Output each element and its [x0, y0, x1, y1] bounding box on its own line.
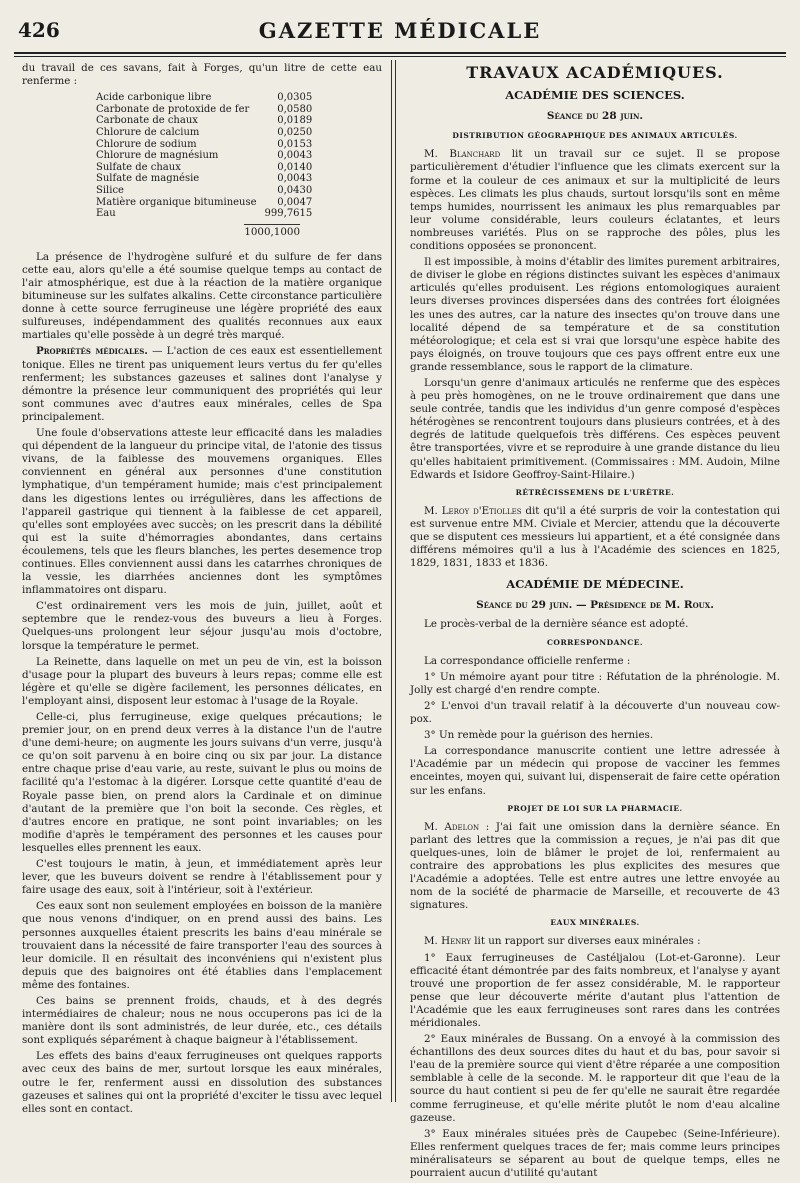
analysis-row [92, 208, 316, 220]
page-number: 426 [18, 18, 60, 42]
paragraph: 2° L'envoi d'un travail relatif à la découverte d'un nouveau cow-pox. [410, 699, 780, 726]
subheading: CORRESPONDANCE. [546, 637, 644, 647]
paragraph: Une foule d'observations atteste leur efficacité dans les maladies qui dépendent de la langueur du principe vital, de l'atonie des tissus vivans, de la faiblesse des mouvemens organiques. Elles conviennent en général aux personnes d'une constitution lymphatique, d'un tempérament humide; mais c'est principalement dans les digestions lentes ou irrégulières, dans les affections de l'appareil gastrique qui tiennent à la faiblesse de cet appareil, qu'elles sont employées avec succès; on les prescrit dans la débilité qui est la suite d'hémorragies abondantes, dans certains écoulemens, tels que les fleurs blanches, les pertes desemence trop continues. Elles conviennent aussi dans les catarrhes chroniques de la vessie, les diarrhées anciennes dont les symptômes inflammatoires ont disparu. [22, 427, 382, 597]
analysis-value: 0,0047 [277, 196, 313, 208]
analysis-substance: Chlorure de magnésium [96, 150, 219, 162]
paragraph: La correspondance manuscrite contient une lettre adressée à l'Académie par un médecin qui propose de vacciner les femmes enceintes, moyen qui, suivant lui, dispenserait de faire cette opération sur les enfans. [410, 745, 780, 797]
analysis-value: 0,0580 [277, 103, 313, 115]
analysis-value: 0,0043 [277, 150, 313, 162]
analysis-value: 0,0250 [277, 126, 313, 138]
header-rule-thin [14, 56, 786, 57]
paragraph-proprietes: Propriétés médicales. — L'action de ces eaux est essentiellement tonique. Elles ne tirent pas uniquement leurs vertus du fer qu'elles renferment; les substances gazeuses et salines dont l'analyse y démontre la présence leur communiquent des propriétés qui leur sont communes avec d'autres eaux minérales, celles de Spa principalement. [22, 345, 382, 423]
analysis-row [92, 197, 316, 209]
page-header [14, 14, 786, 44]
paragraph: Il est impossible, à moins d'établir des limites purement arbitraires, de diviser le globe en régions distinctes suivant les espèces d'animaux articulés qu'elles produisent. Les régions entomologiques auraient leurs diverses provinces dispersées dans des contrées fort éloignées les unes des autres, car la nature des insectes qu'on trouve dans une localité dépend de sa température et de sa constitution météorologique; et cela est si vrai que lorsqu'une espèce habite des pays éloignés, on trouve toujours que ces pays offrent entre eux une grande ressemblance, sous le rapport de la climature. [410, 256, 780, 373]
analysis-substance: Chlorure de sodium [96, 138, 197, 150]
analysis-row [92, 150, 316, 162]
subheading: RÉTRÉCISSEMENS DE L'URÈTRE. [515, 487, 675, 497]
paragraph: Lorsqu'un genre d'animaux articulés ne renferme que des espèces à peu près homogènes, on ne le trouve ordinairement que dans une seule contrée, tandis que les individus d'un genre composé d'espèces hétérogènes se rencontrent toujours dans plusieurs contrées, et à des degrés de latitude quelquefois très différens. Ces espèces peuvent être transportées, vivre et se reproduire à une grande distance du lieu qu'elles habitaient primitivement. (Commissaires : MM. Audoin, Milne Edwards et Isidore Geoffroy-Saint-Hilaire.) [410, 376, 780, 481]
paragraph-heading: Propriétés médicales. [36, 345, 148, 358]
subheading: DISTRIBUTION GÉOGRAPHIQUE DES ANIMAUX ARTICULÉS. [452, 131, 738, 141]
session-heading: Séance du 29 juin. — Présidence de M. Roux. [476, 599, 714, 612]
analysis-row [92, 127, 316, 139]
analysis-value: 0,0140 [277, 161, 313, 173]
paragraph: 1° Un mémoire ayant pour titre : Réfutation de la phrénologie. M. Jolly est chargé d'en rendre compte. [410, 670, 780, 696]
column-divider-thin [395, 60, 396, 1102]
analysis-substance: Sulfate de magnésie [96, 173, 200, 185]
paragraph: La correspondance officielle renferme : [424, 654, 631, 667]
paragraph: M. Adelon : J'ai fait une omission dans la dernière séance. En parlant des lettres que la commission a reçues, je n'ai pas dit que quelques-unes, loin de blâmer le projet de loi, renfermaient au contraire des approbations les plus explicites des mesures que l'Académie a adoptées. Telle est entre autres une lettre envoyée au nom de la société de pharmacie de Marseille, et recouverte de 43 signatures. [410, 820, 780, 912]
analysis-substance: Carbonate de chaux [96, 115, 198, 127]
paragraph: C'est toujours le matin, à jeun, et immédiatement après leur lever, que les buveurs doivent se rendre à l'établissement pour y faire usage des eaux, soit à l'intérieur, soit à l'extérieur. [22, 858, 382, 897]
paragraph: Les effets des bains d'eaux ferrugineuses ont quelques rapports avec ceux des bains de mer, surtout lorsque les eaux minérales, outre le fer, renferment aussi en dissolution des substances gazeuses et salines qui ont la propriété d'exciter le tissu avec lequel elles sont en contact. [22, 1050, 382, 1115]
academy-heading: ACADÉMIE DES SCIENCES. [505, 88, 685, 103]
left-column [22, 62, 382, 1119]
right-column [410, 62, 780, 1183]
analysis-value: 999,7615 [264, 208, 313, 220]
analysis-intro: du travail de ces savans, fait à Forges, qu'un litre de cette eau renferme : [22, 62, 382, 88]
paragraph: 3° Eaux minérales situées près de Caupebec (Seine-Inférieure). Elles renferment quelques traces de fer; mais comme leurs principes minéralisateurs se séparent au bout de quelque temps, elles ne pourraient aucun d'utilité qu'autant [410, 1127, 780, 1180]
analysis-substance: Chlorure de calcium [96, 126, 200, 138]
paragraph: 3° Un remède pour la guérison des hernies. [424, 729, 654, 742]
analysis-value: 0,0189 [277, 115, 313, 127]
academy-heading: ACADÉMIE DE MÉDECINE. [506, 577, 684, 592]
column-divider [391, 60, 392, 1102]
paragraph: M. Henry lit un rapport sur diverses eaux minérales : [424, 935, 701, 948]
analysis-substance: Eau [96, 208, 116, 220]
session-heading: Séance du 28 juin. [546, 110, 644, 123]
analysis-row [92, 104, 316, 116]
analysis-row [92, 92, 316, 104]
analysis-value: 0,0153 [277, 138, 313, 150]
analysis-row [92, 115, 316, 127]
subheading: EAUX MINÉRALES. [550, 918, 640, 928]
paragraph: M. Blanchard lit un travail sur ce sujet. Il se propose particulièrement d'étudier l'influence que les climats exercent sur la forme et la couleur de ces animaux et sur la multiplicité de leurs espèces. Les climats les plus chauds, surtout lorsqu'ils sont en même temps humides, nourrissent les animaux les plus remarquables par leur volume considérable, leurs couleurs éclatantes, et leurs nombreuses variétés. Plus on se rapproche des pôles, plus les conditions opposées se prononcent. [410, 148, 780, 253]
analysis-row [92, 162, 316, 174]
paragraph: 2° Eaux minérales de Bussang. On a envoyé à la commission des échantillons des deux sources dites du haut et du bas, pour savoir si l'eau de la première source qui vient d'être réparée a une composition semblable à celle de la seconde. M. le rapporteur dit que l'eau de la source du haut contient si peu de fer qu'elle ne saurait être regardée comme ferrugineuse, et qu'elle mérite plutôt le nom d'eau alcaline gazeuse. [410, 1033, 780, 1124]
analysis-row [92, 185, 316, 197]
analysis-substance: Acide carbonique libre [96, 92, 212, 104]
paragraph: 1° Eaux ferrugineuses de Castéljalou (Lot-et-Garonne). Leur efficacité étant démontrée par des faits nombreux, et l'analyse y ayant trouvé une proportion de fer assez considérable, M. le rapporteur pense que leur découverte mérite d'autant plus l'attention de l'Académie que les eaux ferrugineuses sont rares dans les contrées méridionales. [410, 951, 780, 1029]
paragraph: Ces eaux sont non seulement employées en boisson de la manière que nous venons d'indiquer, on en prend aussi des bains. Les personnes auxquelles étaient prescrits les bains d'eau minérale se trouvaient dans la nécessité de faire transporter l'eau des sources à leur domicile. Il en résultait des inconvéniens qui n'existent plus depuis que des baignoires ont été établies dans l'emplacement même des fontaines. [22, 900, 382, 991]
analysis-table [92, 92, 316, 220]
analysis-substance: Carbonate de protoxide de fer [96, 103, 250, 115]
analysis-row [92, 173, 316, 185]
paragraph: C'est ordinairement vers les mois de juin, juillet, août et septembre que le rendez-vous des buveurs a lieu à Forges. Quelques-uns prolongent leur séjour jusqu'au mois d'octobre, lorsque la température le permet. [22, 600, 382, 652]
journal-title: GAZETTE MÉDICALE [258, 18, 542, 43]
analysis-substance: Sulfate de chaux [96, 161, 181, 173]
analysis-total: 1000,1000 [244, 225, 300, 238]
paragraph: M. Leroy d'Etiolles dit qu'il a été surpris de voir la contestation qui est survenue entre MM. Civiale et Mercier, attendu que la découverte que se disputent ces messieurs lui appartient, et a été consignée dans différens mémoires qu'il a lus à l'Académie des sciences en 1825, 1829, 1831, 1833 et 1836. [410, 504, 780, 570]
section-title: TRAVAUX ACADÉMIQUES. [466, 63, 724, 82]
analysis-value: 0,0305 [277, 92, 313, 104]
paragraph: Ces bains se prennent froids, chauds, et à des degrés intermédiaires de chaleur; nous ne nous occuperons pas ici de la manière dont ils sont administrés, de leur durée, etc., ces détails sont expliqués séparément à chaque baigneur à l'établissement. [22, 994, 382, 1047]
subheading: PROJET DE LOI SUR LA PHARMACIE. [507, 803, 683, 813]
analysis-value: 0,0043 [277, 173, 313, 185]
paragraph: La Reinette, dans laquelle on met un peu de vin, est la boisson d'usage pour la plupart des buveurs à leurs repas; comme elle est légère et qu'elle se digère facilement, les personnes délicates, en l'employant ainsi, disposent leur estomac à l'usage de la Royale. [22, 655, 382, 707]
analysis-substance: Matière organique bitumineuse [96, 196, 257, 208]
header-rule [14, 52, 786, 54]
analysis-value: 0,0430 [277, 184, 313, 196]
paragraph: Le procès-verbal de la dernière séance est adopté. [424, 618, 689, 631]
paragraph: La présence de l'hydrogène sulfuré et du sulfure de fer dans cette eau, alors qu'elle a été soumise quelque temps au contact de l'air atmosphérique, est due à la réaction de la matière organique bitumineuse sur les sulfates alkalins. Cette circonstance particulière donne à cette source ferrugineuse une légère propriété des eaux sulfureuses, indépendamment des qualités reconnues aux eaux martiales qu'elle possède à un degré très marqué. [22, 250, 382, 342]
analysis-row [92, 139, 316, 151]
paragraph: Celle-ci, plus ferrugineuse, exige quelques précautions; le premier jour, on en prend deux verres à la distance l'un de l'autre d'une demi-heure; on augmente les jours suivans d'un verre, jusqu'à ce qu'on soit parvenu à en boire cinq ou six par jour. La distance entre chaque prise d'eau varie, au reste, suivant le plus ou moins de facilité qu'a l'estomac à la digérer. Lorsque cette quantité d'eau de Royale passe bien, on prend alors la Cardinale et on diminue d'autant de la première que l'on boit la seconde. Ces règles, et d'autres encore en pratique, ne sont point invariables; on les modifie d'après le tempérament des personnes et les causes pour lesquelles elles prennent les eaux. [22, 711, 382, 854]
analysis-substance: Silice [96, 184, 124, 196]
